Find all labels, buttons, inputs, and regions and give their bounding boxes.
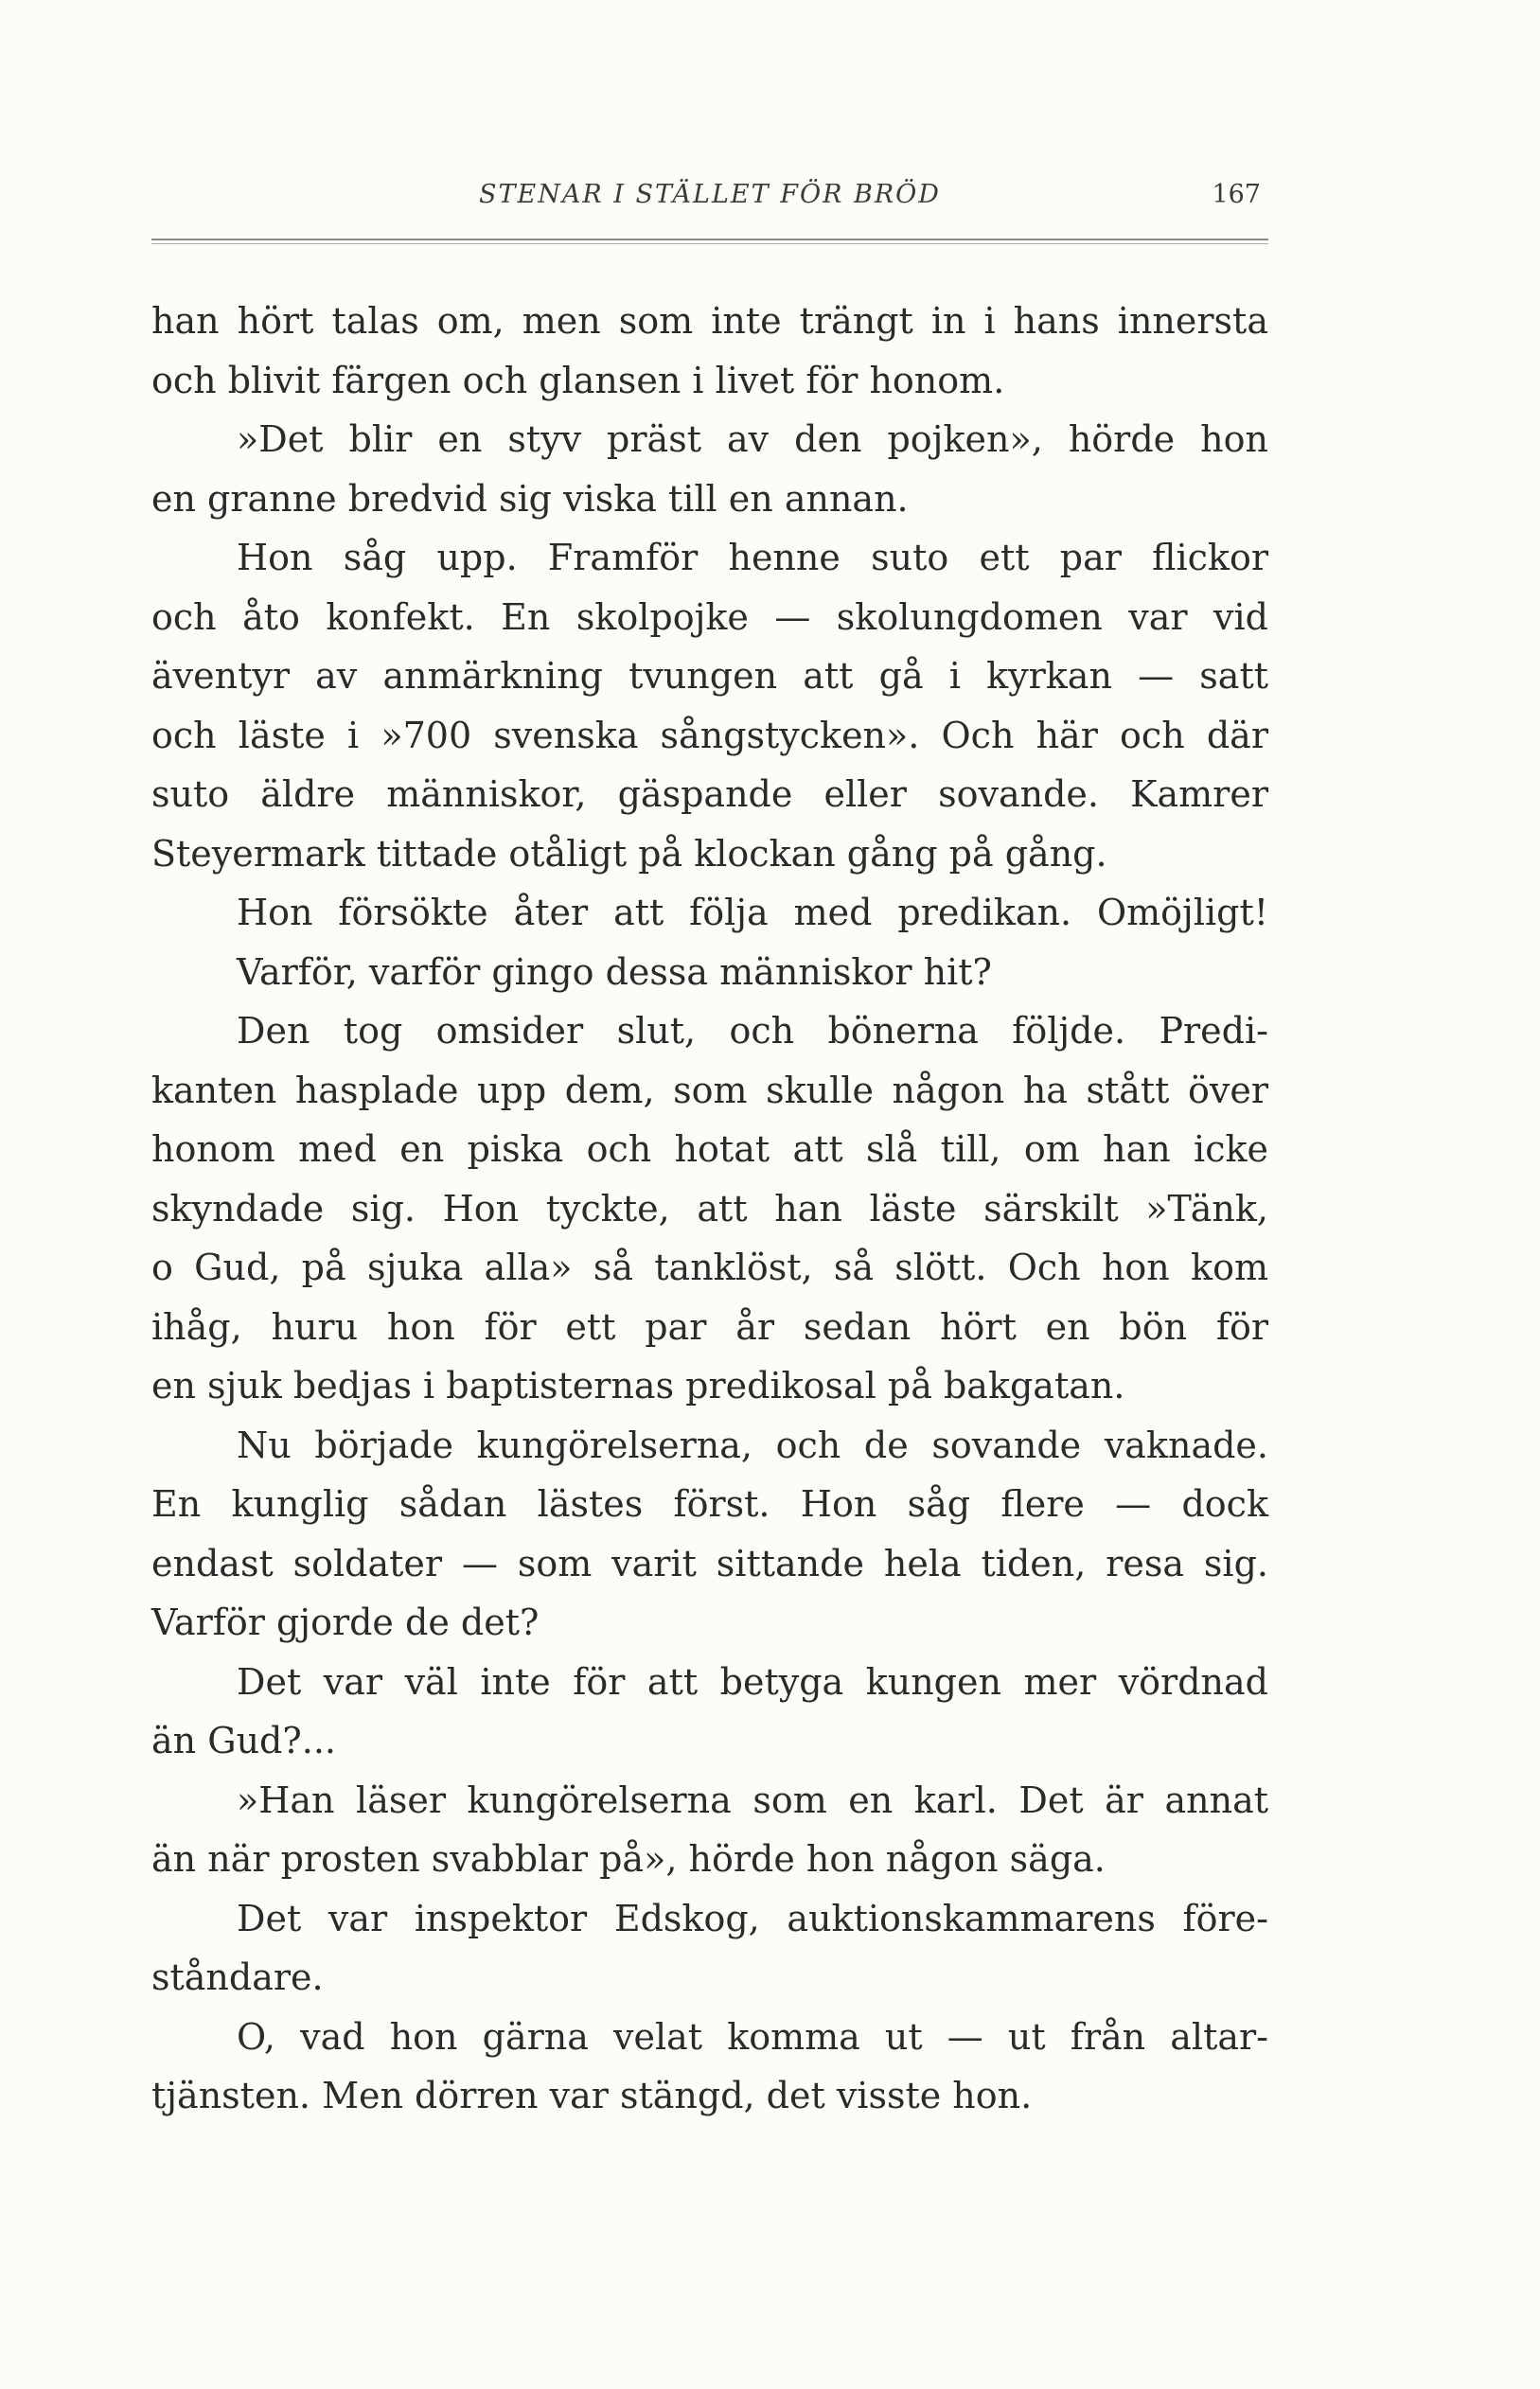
text-line: Den tog omsider slut, och bönerna följde. Predi- bbox=[237, 1010, 1268, 1052]
page-header bbox=[151, 180, 1268, 227]
header-rule-secondary bbox=[151, 243, 1268, 244]
running-title: STENAR I STÄLLET FÖR BRÖD bbox=[479, 180, 941, 209]
text-line: O, vad hon gärna velat komma ut — ut från altar- bbox=[237, 2015, 1268, 2058]
text-line: och blivit färgen och glansen i livet för honom. bbox=[151, 359, 1005, 401]
body-text bbox=[151, 292, 1268, 2126]
text-line: och läste i »700 svenska sångstycken». Och här och där bbox=[151, 714, 1268, 756]
page-number: 167 bbox=[1212, 180, 1261, 209]
text-line: »Han läser kungörelserna som en karl. Det är annat bbox=[237, 1778, 1268, 1821]
text-line: kanten hasplade upp dem, som skulle någon ha stått över bbox=[151, 1069, 1268, 1111]
text-line: o Gud, på sjuka alla» så tanklöst, så slött. Och hon kom bbox=[151, 1247, 1268, 1288]
text-line: än Gud?... bbox=[151, 1720, 336, 1761]
text-line: än när prosten svabblar på», hörde hon någon säga. bbox=[151, 1838, 1106, 1880]
text-line: en granne bredvid sig viska till en annan. bbox=[151, 477, 909, 520]
text-line: tjänsten. Men dörren var stängd, det visste hon. bbox=[151, 2075, 1033, 2116]
text-line: ståndare. bbox=[151, 1956, 324, 1998]
text-line: ihåg, huru hon för ett par år sedan hört en bön för bbox=[151, 1305, 1268, 1348]
text-line: Varför gjorde de det? bbox=[151, 1602, 540, 1643]
text-line: Det var väl inte för att betyga kungen mer vördnad bbox=[237, 1660, 1268, 1703]
text-line: honom med en piska och hotat att slå till, om han icke bbox=[151, 1128, 1268, 1170]
text-line: Steyermark tittade otåligt på klockan gång på gång. bbox=[151, 832, 1107, 875]
text-line: äventyr av anmärkning tvungen att gå i kyrkan — satt bbox=[151, 655, 1268, 697]
text-line: Hon såg upp. Framför henne suto ett par flickor bbox=[237, 537, 1268, 578]
text-line: han hört talas om, men som inte trängt in i hans innersta bbox=[151, 300, 1268, 342]
text-line: En kunglig sådan lästes först. Hon såg flere — dock bbox=[151, 1483, 1268, 1525]
text-line: Nu började kungörelserna, och de sovande vaknade. bbox=[237, 1424, 1268, 1466]
text-line: Det var inspektor Edskog, auktionskammarens före- bbox=[237, 1897, 1268, 1939]
text-line: och åto konfekt. En skolpojke — skolungdomen var vid bbox=[151, 595, 1268, 638]
text-line: endast soldater — som varit sittande hela tiden, resa sig. bbox=[151, 1542, 1268, 1584]
text-line: en sjuk bedjas i baptisternas predikosal på bakgatan. bbox=[151, 1365, 1125, 1407]
text-line: Hon försökte åter att följa med predikan. Omöjligt! bbox=[237, 892, 1268, 933]
text-line: »Det blir en styv präst av den pojken», hörde hon bbox=[237, 418, 1268, 460]
header-rule bbox=[151, 239, 1268, 240]
text-line: Varför, varför gingo dessa människor hit? bbox=[237, 950, 992, 993]
text-line: skyndade sig. Hon tyckte, att han läste särskilt »Tänk, bbox=[151, 1187, 1268, 1230]
text-line: suto äldre människor, gäspande eller sovande. Kamrer bbox=[151, 773, 1268, 815]
